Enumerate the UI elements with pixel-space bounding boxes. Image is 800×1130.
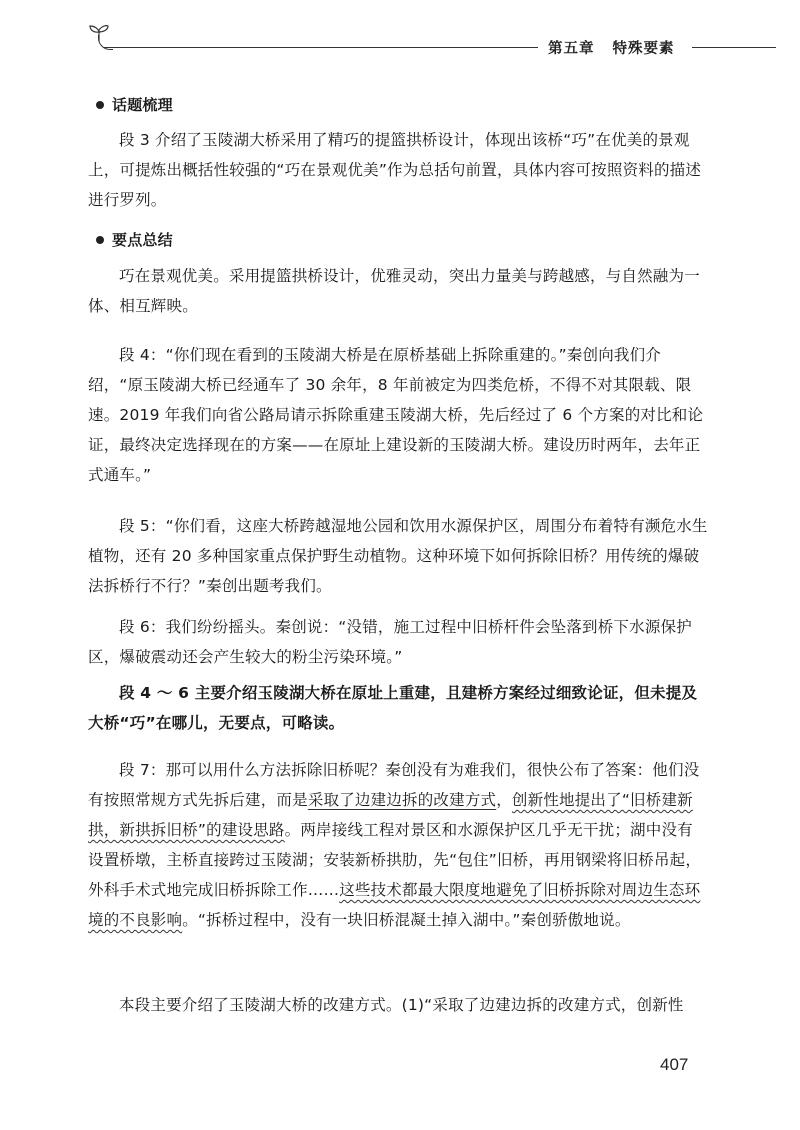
topic-heading: 话题梳理 (88, 90, 708, 120)
page-number: 407 (660, 1055, 689, 1074)
page-header (0, 0, 800, 70)
paragraph-5: 段 5：“你们看，这座大桥跨越湿地公园和饮用水源保护区，周围分布着特有濒危水生植物，还有 20 多种国家重点保护野生动植物。这种环境下如何拆除旧桥？用传统的爆破法拆桥行不行？”秦创出题考我们。 (88, 517, 708, 595)
summary-text: 巧在景观优美。采用提篮拱桥设计，优雅灵动，突出力量美与跨越感，与自然融为一体、相互辉映。 (88, 267, 700, 315)
analysis-7: 本段主要介绍了玉陵湖大桥的改建方式。(1)“采取了边建边拆的改建方式，创新性 (119, 996, 684, 1014)
chapter-title (548, 37, 675, 58)
wavy-underlined-phrase: 这些技术都最大限度地避免了旧桥拆除对周边生态环境的不良影响 (88, 881, 701, 929)
header-rule-left (104, 47, 538, 48)
wavy-underlined-phrase: 创新性地提出了“旧桥建新拱，新拱拆旧桥”的建设思路 (88, 791, 693, 839)
bullet-icon (96, 236, 104, 244)
bullet-icon (96, 101, 104, 109)
chapter-number: 第五章 (548, 41, 595, 57)
header-rule-right (692, 47, 776, 48)
underlined-phrase: 采取了边建边拆的改建方式 (307, 791, 497, 809)
paragraph-7: 段 7：那可以用什么方法拆除旧桥呢？秦创没有为难我们，很快公布了答案：他们没有按照常规方式先拆后建，而是采取了边建边拆的改建方式，创新性地提出了“旧桥建新拱，新拱拆旧桥”的建设思路。两岸接线工程对景区和水源保护区几乎无干扰；湖中没有设置桥墩，主桥直接跨过玉陵湖；安装新桥拱肋，先“包住”旧桥，再用钢梁将旧桥吊起，外科手术式地完成旧桥拆除工作……这些技术都最大限度地避免了旧桥拆除对周边生态环境的不良影响。“拆桥过程中，没有一块旧桥混凝土掉入湖中。”秦创骄傲地说。 (88, 761, 702, 929)
summary-heading: 要点总结 (88, 225, 708, 255)
section-name: 特殊要素 (612, 41, 675, 57)
analysis-4-6: 段 4 ～ 6 主要介绍玉陵湖大桥在原址上重建，且建桥方案经过细致论证，但未提及大桥“巧”在哪儿，无要点，可略读。 (88, 684, 698, 732)
topic-text: 段 3 介绍了玉陵湖大桥采用了精巧的提篮拱桥设计，体现出该桥“巧”在优美的景观上，可提炼出概括性较强的“巧在景观优美”作为总括句前置，具体内容可按照资料的描述进行罗列。 (88, 131, 702, 209)
paragraph-4: 段 4：“你们现在看到的玉陵湖大桥是在原桥基础上拆除重建的。”秦创向我们介绍，“原玉陵湖大桥已经通车了 30 余年，8 年前被定为四类危桥，不得不对其限载、限速。2019 年我们向省公路局请示拆除重建玉陵湖大桥，先后经过了 6 个方案的对比和论证，最终决定选择现在的方案——在原址上建设新的玉陵湖大桥。建设历时两年，去年正式通车。” (88, 346, 704, 484)
paragraph-6: 段 6：我们纷纷摇头。秦创说：“没错，施工过程中旧桥杆件会坠落到桥下水源保护区，爆破震动还会产生较大的粉尘污染环境。” (88, 618, 692, 666)
